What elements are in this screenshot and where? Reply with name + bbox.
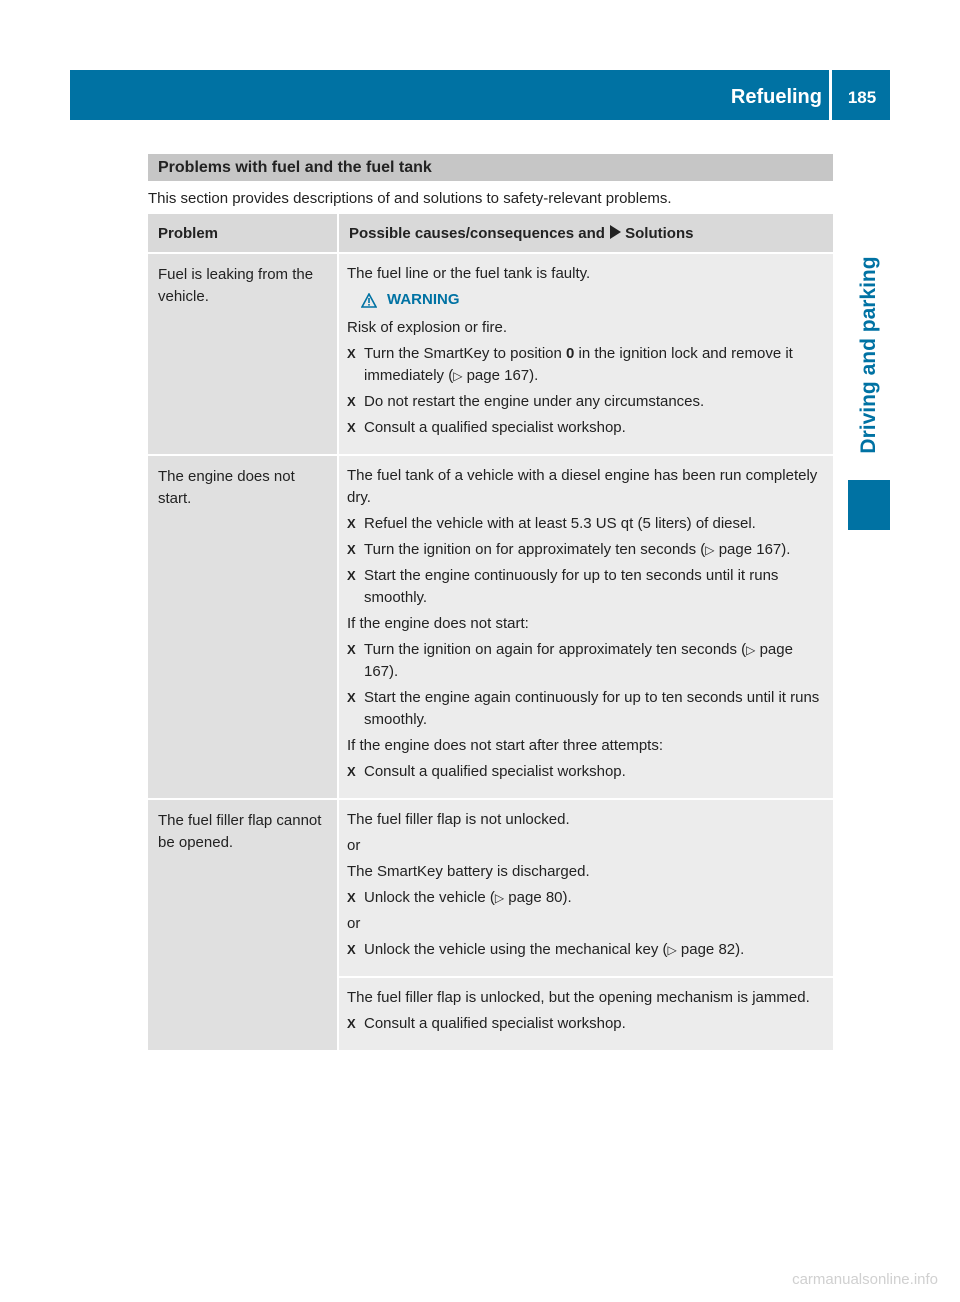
or-text: or bbox=[347, 837, 361, 854]
position-value: 0 bbox=[566, 345, 575, 362]
action-arrow-icon: X bbox=[347, 516, 356, 531]
page-number: 185 bbox=[847, 88, 877, 107]
column-header-solutions-text: Possible causes/consequences and bbox=[349, 224, 610, 242]
page-reference-icon: ▷ bbox=[453, 369, 463, 383]
action-step bbox=[347, 391, 825, 413]
page-header bbox=[70, 70, 890, 120]
column-header-solutions-text-2: Solutions bbox=[625, 224, 694, 242]
solution-cell bbox=[338, 977, 833, 1050]
action-step bbox=[347, 639, 825, 683]
step-text: Start the engine continuously for up to ten seconds until it runs smoothly. bbox=[364, 567, 779, 606]
step-text: Turn the ignition on again for approximately ten seconds ( bbox=[364, 641, 747, 658]
section-intro: This section provides descriptions of and solutions to safety-relevant problems. bbox=[148, 190, 672, 207]
step-text: Start the engine again continuously for up to ten seconds until it runs smoothly. bbox=[364, 689, 820, 728]
page-reference[interactable]: page 167). bbox=[714, 541, 791, 558]
page-reference-icon: ▷ bbox=[746, 643, 756, 657]
step-text: Turn the SmartKey to position bbox=[364, 345, 567, 362]
page-reference[interactable]: page 167). bbox=[364, 641, 793, 680]
solution-cell bbox=[338, 799, 833, 977]
action-step bbox=[347, 1013, 825, 1035]
step-text: Turn the ignition on for approximately ten seconds ( bbox=[364, 541, 706, 558]
note-text: If the engine does not start after three attempts: bbox=[347, 737, 664, 754]
warning-triangle-icon bbox=[361, 293, 377, 308]
step-text: Unlock the vehicle using the mechanical key ( bbox=[364, 941, 668, 958]
action-arrow-icon: X bbox=[347, 690, 356, 705]
warning-text: Risk of explosion or fire. bbox=[347, 319, 508, 336]
problem-cell bbox=[148, 253, 338, 455]
action-arrow-icon: X bbox=[347, 1016, 356, 1031]
action-step bbox=[347, 687, 825, 731]
action-arrow-icon: X bbox=[347, 346, 356, 361]
action-step bbox=[347, 761, 825, 783]
step-text: Consult a qualified specialist workshop. bbox=[364, 1015, 626, 1032]
cause-text: The fuel line or the fuel tank is faulty. bbox=[347, 265, 591, 282]
action-arrow-icon: X bbox=[347, 942, 356, 957]
action-step bbox=[347, 565, 825, 609]
action-arrow-icon: X bbox=[347, 394, 356, 409]
cause-text: The SmartKey battery is discharged. bbox=[347, 863, 590, 880]
note-text: If the engine does not start: bbox=[347, 615, 529, 632]
action-arrow-icon: X bbox=[347, 542, 356, 557]
or-text: or bbox=[347, 915, 361, 932]
warning-heading bbox=[361, 289, 825, 311]
section-title: Problems with fuel and the fuel tank bbox=[148, 154, 833, 181]
page-reference-icon: ▷ bbox=[705, 543, 715, 557]
page-reference-icon: ▷ bbox=[667, 943, 677, 957]
table-row bbox=[148, 253, 833, 455]
action-arrow-icon bbox=[609, 225, 625, 242]
action-step bbox=[347, 887, 825, 909]
step-text: Consult a qualified specialist workshop. bbox=[364, 763, 626, 780]
column-header-problem: Problem bbox=[148, 214, 338, 253]
solution-cell bbox=[338, 455, 833, 799]
action-arrow-icon: X bbox=[347, 764, 356, 779]
footer-watermark: carmanualsonline.info bbox=[792, 1271, 938, 1288]
action-arrow-icon: X bbox=[347, 568, 356, 583]
step-text: in the ignition lock and remove it immediately ( bbox=[364, 345, 793, 384]
action-step bbox=[347, 343, 825, 387]
cause-text: The fuel filler flap is not unlocked. bbox=[347, 811, 570, 828]
action-arrow-icon: X bbox=[347, 890, 356, 905]
header-section-title: Refueling bbox=[730, 86, 822, 108]
step-text: Unlock the vehicle ( bbox=[364, 889, 495, 906]
step-text: Consult a qualified specialist workshop. bbox=[364, 419, 626, 436]
page-reference[interactable]: page 167). bbox=[462, 367, 539, 384]
cause-text: The fuel filler flap is unlocked, but the opening mechanism is jammed. bbox=[347, 989, 810, 1006]
step-text: Refuel the vehicle with at least 5.3 US qt (5 liters) of diesel. bbox=[364, 515, 756, 532]
problem-text: The engine does not start. bbox=[158, 468, 295, 507]
page-reference[interactable]: page 80). bbox=[504, 889, 572, 906]
step-text: Do not restart the engine under any circumstances. bbox=[364, 393, 705, 410]
column-header-solutions bbox=[338, 214, 833, 253]
table-row bbox=[148, 799, 833, 977]
action-arrow-icon: X bbox=[347, 642, 356, 657]
side-tab-label: Driving and parking bbox=[857, 256, 880, 454]
table-header-row bbox=[148, 214, 833, 253]
problems-table bbox=[148, 214, 833, 1050]
problem-cell bbox=[148, 455, 338, 799]
action-step bbox=[347, 513, 825, 535]
problem-text: Fuel is leaking from the vehicle. bbox=[158, 266, 314, 305]
warning-label: WARNING bbox=[387, 291, 460, 308]
cause-text: The fuel tank of a vehicle with a diesel engine has been run completely dry. bbox=[347, 467, 818, 506]
problem-text: The fuel filler flap cannot be opened. bbox=[158, 812, 322, 851]
header-divider bbox=[829, 70, 832, 120]
page-reference[interactable]: page 82). bbox=[676, 941, 745, 958]
table-row bbox=[148, 455, 833, 799]
side-tab-marker bbox=[848, 480, 890, 530]
action-step bbox=[347, 417, 825, 439]
action-step bbox=[347, 939, 825, 961]
action-arrow-icon: X bbox=[347, 420, 356, 435]
problem-cell bbox=[148, 799, 338, 1050]
page-reference-icon: ▷ bbox=[494, 891, 505, 905]
action-step bbox=[347, 539, 825, 561]
solution-cell bbox=[338, 253, 833, 455]
